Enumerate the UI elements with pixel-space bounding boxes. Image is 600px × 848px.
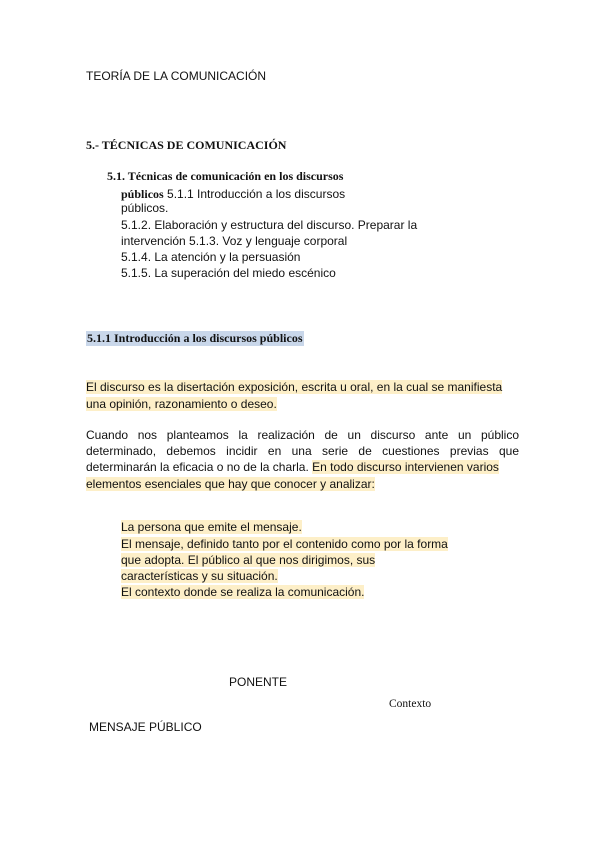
toc-line-3: públicos.	[121, 201, 169, 215]
paragraph-1-line-2	[86, 397, 277, 411]
diagram-mensaje-publico-label: MENSAJE PÚBLICO	[89, 720, 202, 734]
toc-public-bold: públicos	[121, 187, 164, 201]
paragraph-2-text-4: elementos esenciales que hay que conocer y analizar:	[86, 477, 375, 491]
element-context	[121, 585, 364, 599]
element-audience-cont	[121, 569, 278, 583]
paragraph-2-line-1: Cuando nos planteamos la realización de un discurso ante un público	[86, 428, 519, 442]
toc-item-5-1-3: intervención 5.1.3. Voz y lenguaje corporal	[121, 234, 348, 248]
toc-item-5-1: 5.1. Técnicas de comunicación en los discursos	[107, 169, 344, 183]
document-title: TEORÍA DE LA COMUNICACIÓN	[86, 69, 267, 83]
paragraph-2-line-3	[86, 460, 499, 474]
element-message-text: El mensaje, definido tanto por el contenido como por la forma	[121, 537, 448, 551]
paragraph-1-text-2: una opinión, razonamiento o deseo.	[86, 397, 277, 411]
diagram-contexto-label: Contexto	[389, 698, 432, 710]
paragraph-2-text-3a: determinarán la eficacia o no de la charla.	[86, 460, 313, 474]
toc-item-5-1-2: 5.1.2. Elaboración y estructura del discurso. Preparar la	[121, 218, 418, 232]
element-context-text: El contexto donde se realiza la comunicación.	[121, 585, 365, 599]
paragraph-2-text-3b: En todo discurso intervienen varios	[312, 460, 499, 474]
paragraph-2-line-2: determinado, debemos incidir en una serie de cuestiones previas que	[86, 444, 519, 458]
element-audience-text-2: características y su situación.	[121, 569, 278, 583]
section-heading: 5.- TÉCNICAS DE COMUNICACIÓN	[86, 138, 287, 152]
element-sender-text: La persona que emite el mensaje.	[121, 520, 302, 534]
paragraph-1-text-1: El discurso es la disertación exposición, escrita u oral, en la cual se manifiesta	[86, 380, 503, 394]
toc-item-5-1-1: 5.1.1 Introducción a los discursos	[163, 187, 346, 201]
element-audience-text: que adopta. El público al que nos dirigimos, sus	[121, 553, 376, 567]
element-sender	[121, 520, 302, 534]
diagram-ponente-label: PONENTE	[229, 675, 288, 689]
toc-item-5-1-4: 5.1.4. La atención y la persuasión	[121, 250, 301, 264]
element-message	[121, 537, 448, 551]
paragraph-2-line-4	[86, 477, 375, 491]
element-audience	[121, 553, 375, 567]
paragraph-1-line-1	[86, 380, 502, 394]
toc-item-5-1-5: 5.1.5. La superación del miedo escénico	[121, 266, 336, 280]
subsection-heading: 5.1.1 Introducción a los discursos públicos	[87, 331, 303, 345]
